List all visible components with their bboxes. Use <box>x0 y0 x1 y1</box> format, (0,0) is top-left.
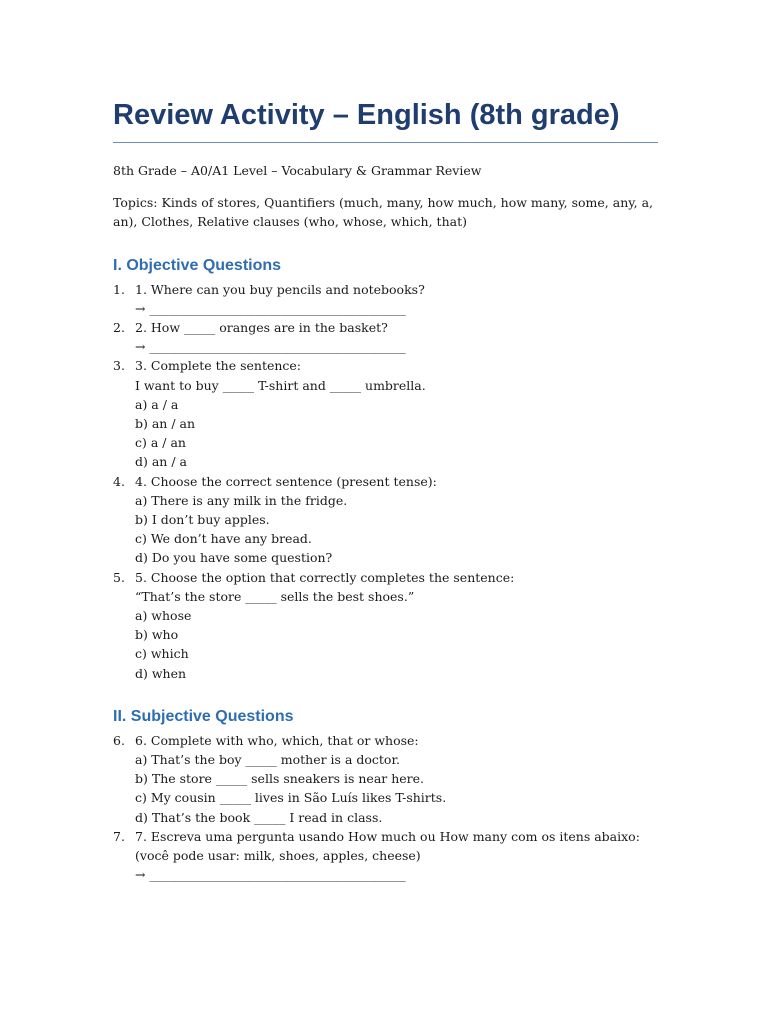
question-number: 6. <box>113 732 125 748</box>
question-text: 2. How _____ oranges are in the basket? <box>135 319 388 335</box>
question-number: 3. <box>113 358 125 374</box>
question-item <box>113 318 658 356</box>
objective-question-list <box>113 280 658 683</box>
question-line: c) a / an <box>135 435 186 451</box>
question-line: b) The store _____ sells sneakers is near here. <box>135 771 425 787</box>
question-line: b) I don’t buy apples. <box>135 511 270 527</box>
question-line: a) whose <box>135 607 192 623</box>
question-line: → _________________________________________ <box>135 867 406 883</box>
question-line: d) when <box>135 665 187 681</box>
question-line: I want to buy _____ T-shirt and _____ umbrella. <box>135 377 426 393</box>
question-line: a) There is any milk in the fridge. <box>135 492 348 508</box>
question-text: 5. Choose the option that correctly completes the sentence: <box>135 569 515 585</box>
question-line: c) which <box>135 646 189 662</box>
question-line: d) an / a <box>135 454 187 470</box>
section-heading-subjective: II. Subjective Questions <box>113 707 294 725</box>
question-item <box>113 472 658 568</box>
question-line: → _________________________________________ <box>135 339 406 355</box>
question-line: a) That’s the boy _____ mother is a doctor. <box>135 751 401 767</box>
question-number: 4. <box>113 473 125 489</box>
question-line: a) a / a <box>135 396 179 412</box>
document-page <box>113 96 658 884</box>
subjective-question-list <box>113 731 658 885</box>
question-number: 5. <box>113 569 125 585</box>
topics-paragraph: Topics: Kinds of stores, Quantifiers (much, many, how much, how many, some, any, a, an), Clothes, Relative clauses (who, whose, which, that) <box>113 194 654 229</box>
question-line: c) My cousin _____ lives in São Luís likes T-shirts. <box>135 790 447 806</box>
question-number: 7. <box>113 828 125 844</box>
question-line: b) an / an <box>135 415 196 431</box>
question-line: c) We don’t have any bread. <box>135 531 312 547</box>
question-text: 6. Complete with who, which, that or whose: <box>135 732 419 748</box>
document-title: Review Activity – English (8th grade) <box>113 96 658 143</box>
question-item <box>113 827 658 885</box>
question-item <box>113 731 658 827</box>
document-subtitle: 8th Grade – A0/A1 Level – Vocabulary & Grammar Review <box>113 163 482 178</box>
question-text: 3. Complete the sentence: <box>135 358 302 374</box>
question-line: d) That’s the book _____ I read in class. <box>135 809 383 825</box>
question-line: (você pode usar: milk, shoes, apples, cheese) <box>135 847 421 863</box>
question-line: d) Do you have some question? <box>135 550 333 566</box>
section-heading-objective: I. Objective Questions <box>113 256 282 274</box>
question-text: 1. Where can you buy pencils and notebooks? <box>135 281 425 297</box>
question-line: b) who <box>135 627 179 643</box>
question-number: 1. <box>113 281 125 297</box>
question-item <box>113 356 658 471</box>
question-line: → _________________________________________ <box>135 300 406 316</box>
question-item <box>113 280 658 318</box>
question-text: 4. Choose the correct sentence (present tense): <box>135 473 437 489</box>
question-line: “That’s the store _____ sells the best shoes.” <box>135 588 415 604</box>
question-item <box>113 568 658 683</box>
question-number: 2. <box>113 319 125 335</box>
question-text: 7. Escreva uma pergunta usando How much ou How many com os itens abaixo: <box>135 828 640 844</box>
